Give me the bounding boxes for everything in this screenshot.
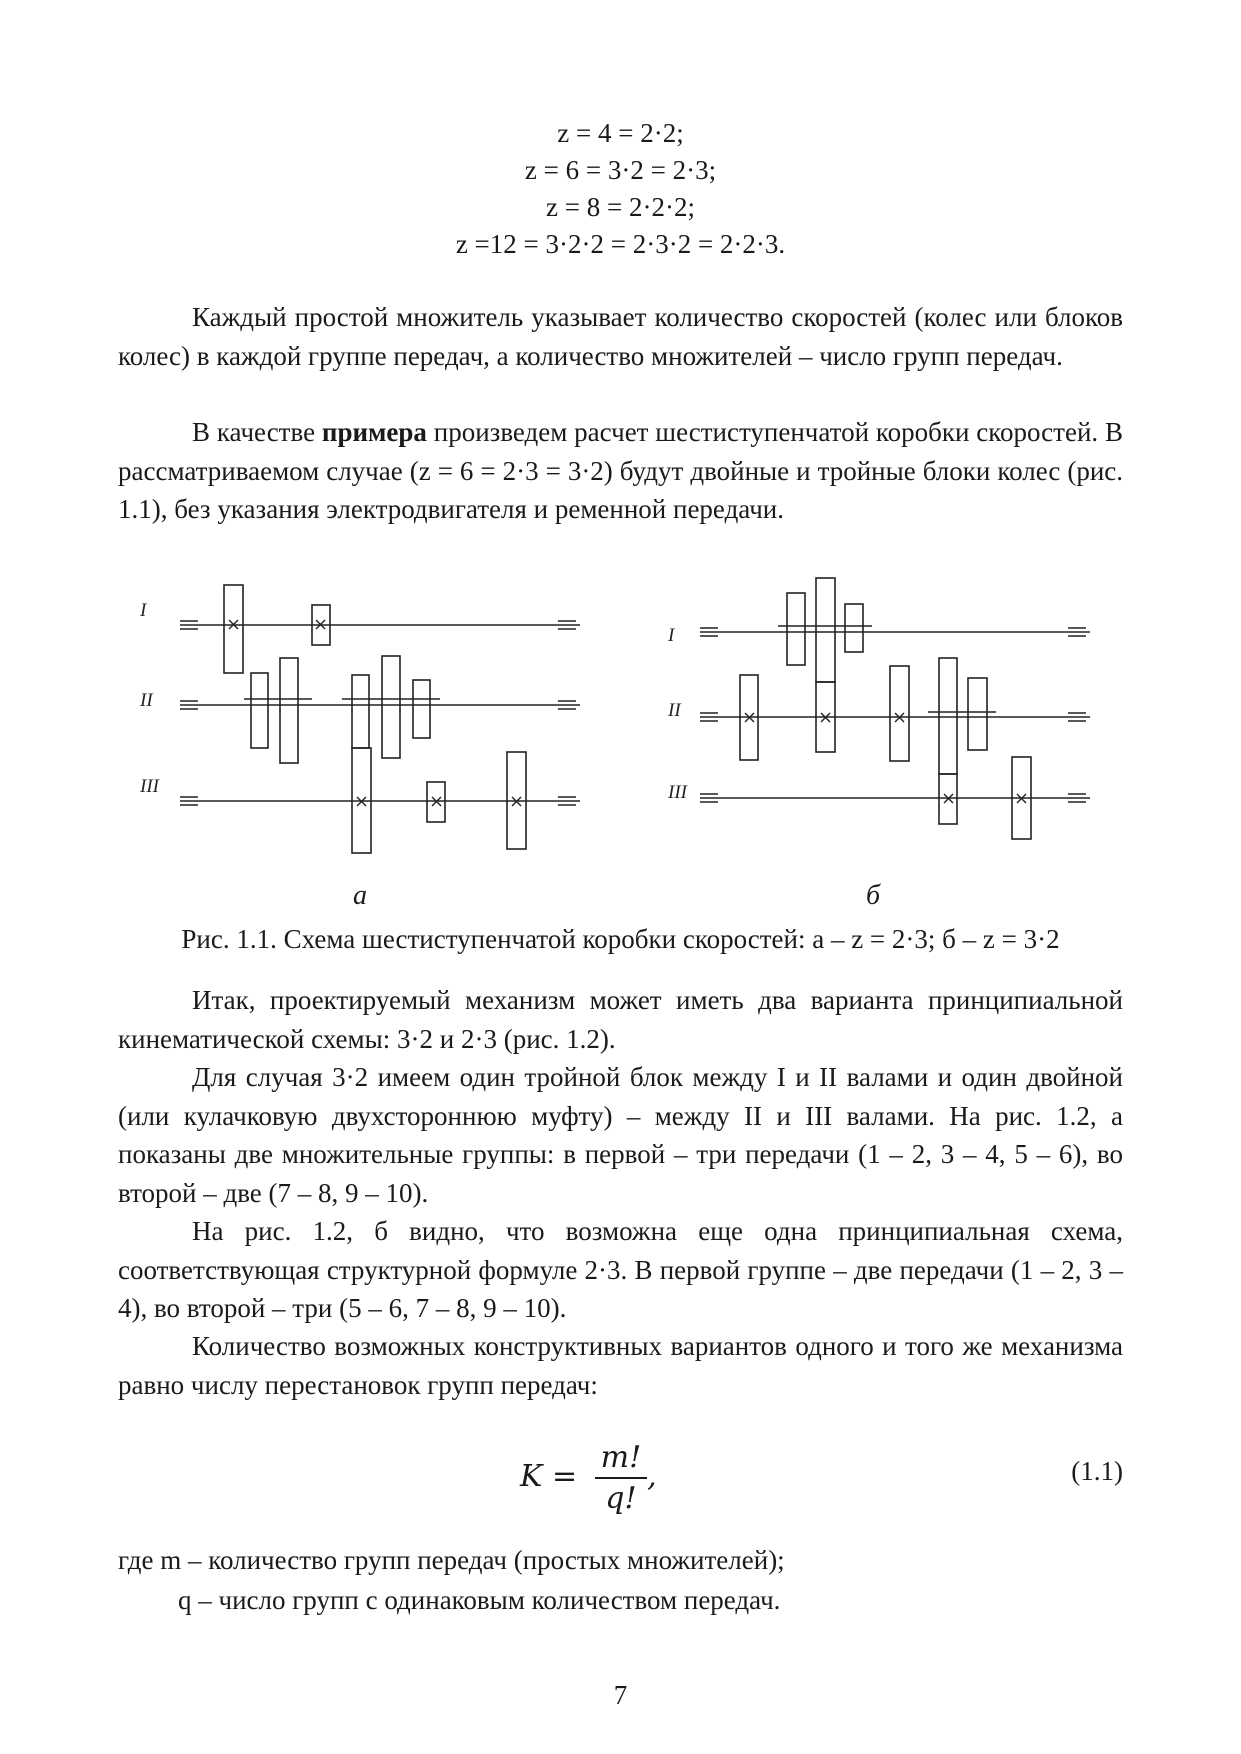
figure-caption: Рис. 1.1. Схема шестиступенчатой коробки скоростей: а – z = 2·3; б – z = 3·2 [181, 924, 1060, 954]
shaft-label-b-2: II [668, 700, 681, 721]
definition-q: q – число групп с одинаковым количеством передач. [178, 1585, 781, 1615]
shaft-label-b-1: I [668, 625, 675, 646]
subfigure-label-b: б [866, 880, 881, 911]
equation-number: (1.1) [1071, 1456, 1123, 1486]
formula-line: z = 4 = 2·2; [557, 118, 684, 148]
equation-1-1 [520, 1440, 657, 1516]
paragraph-2-start: В качестве [192, 417, 322, 447]
gearbox-diagram [0, 560, 1241, 880]
formula-line: z = 6 = 3·2 = 2·3; [524, 155, 717, 185]
shaft-label-a-2: II [140, 690, 153, 711]
paragraph-6: Количество возможных конструктивных вариантов одного и того же механизма равно числу перестановок групп передач: [118, 1331, 1123, 1400]
shaft-label-b-3: III [668, 782, 687, 803]
paragraph-5: На рис. 1.2, б видно, что возможна еще одна принципиальная схема, соответствующая структурной формуле 2·3. В первой группе – две передачи (1 – 2, 3 – 4), во второй – три (5 – 6, 7 – 8, 9 – 10). [118, 1216, 1123, 1323]
equation-lhs: K = [520, 1459, 578, 1494]
paragraph-4: Для случая 3·2 имеем один тройной блок между I и II валами и один двойной (или кулачковую двухстороннюю муфту) – между II и III валами. На рис. 1.2, а показаны две множительные группы: в первой – три передачи (1 – 2, 3 – 4, 5 – 6), во второй – две (7 – 8, 9 – 10). [118, 1062, 1123, 1208]
gear-count-formulas [0, 115, 1241, 263]
formula-line: z = 8 = 2·2·2; [546, 192, 695, 222]
paragraph-2-bold: примера [321, 417, 427, 447]
equation-numerator: m! [595, 1440, 648, 1479]
equation-denominator: q! [605, 1481, 637, 1516]
subfigure-label-a: а [353, 880, 367, 911]
formula-line: z =12 = 3·2·2 = 2·3·2 = 2·2·3. [455, 229, 786, 259]
equation-fraction [595, 1440, 648, 1516]
paragraph-2 [118, 413, 1123, 529]
definition-m: где m – количество групп передач (простых множителей); [118, 1545, 785, 1575]
paragraph-3: Итак, проектируемый механизм может иметь два варианта принципиальной кинематической схемы: 3·2 и 2·3 (рис. 1.2). [118, 985, 1123, 1054]
page-number: 7 [613, 1680, 628, 1710]
paragraph-1: Каждый простой множитель указывает количество скоростей (колес или блоков колес) в каждой группе передач, а количество множителей – число групп передач. [118, 302, 1123, 371]
shaft-label-a-3: III [140, 776, 159, 797]
paragraph-2-rest: произведем расчет шестиступенчатой коробки скоростей. В рассматриваемом случае (z = 6 = 2·3 = 3·2) будут двойные и тройные блоки колес (рис. 1.1), без указания электродвигателя и ременной передачи. [118, 417, 1123, 524]
shaft-label-a-1: I [140, 600, 147, 621]
equation-trail: , [647, 1459, 657, 1494]
